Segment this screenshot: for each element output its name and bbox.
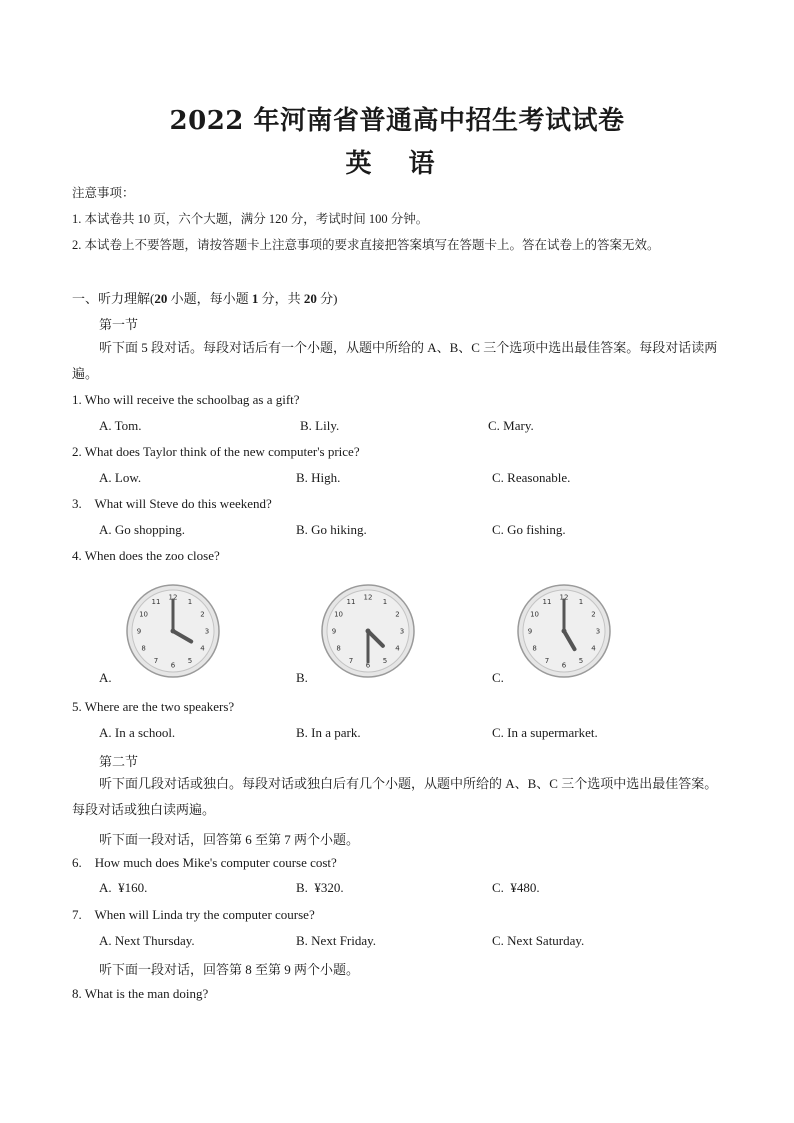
option-3a: A. Go shopping. bbox=[99, 522, 185, 537]
svg-text:8: 8 bbox=[336, 644, 341, 653]
svg-text:12: 12 bbox=[363, 593, 373, 602]
svg-text:11: 11 bbox=[151, 598, 161, 607]
option-5c: C. In a supermarket. bbox=[492, 725, 598, 740]
svg-text:7: 7 bbox=[153, 656, 159, 665]
svg-text:12: 12 bbox=[559, 593, 569, 602]
option-3b: B. Go hiking. bbox=[296, 522, 367, 537]
svg-text:5: 5 bbox=[578, 656, 584, 665]
svg-text:9: 9 bbox=[331, 627, 337, 636]
option-5b: B. In a park. bbox=[296, 725, 361, 740]
part1-instructions: 听下面 5 段对话。每段对话后有一个小题，从题中所给的 A、B、C 三个选项中选出最佳答案。每段对话读两遍。 bbox=[72, 340, 718, 381]
svg-text:2: 2 bbox=[200, 610, 205, 619]
svg-text:6: 6 bbox=[170, 661, 176, 670]
question-stem-4: 4. When does the zoo close? bbox=[72, 548, 220, 563]
part2-label: 第二节 bbox=[99, 754, 139, 769]
svg-text:6: 6 bbox=[561, 661, 567, 670]
option-6c: C. ¥480. bbox=[492, 880, 540, 895]
svg-text:3: 3 bbox=[595, 627, 601, 636]
option-7c: C. Next Saturday. bbox=[492, 933, 585, 948]
part1-label: 第一节 bbox=[99, 317, 139, 332]
option-6a: A. ¥160. bbox=[99, 880, 148, 895]
option-2a: A. Low. bbox=[99, 470, 142, 485]
question-stem-6: 6. How much does Mike's computer course cost? bbox=[72, 855, 337, 870]
option-2b: B. High. bbox=[296, 470, 341, 485]
exam-subject: 英 语 bbox=[345, 149, 449, 179]
svg-text:12: 12 bbox=[168, 593, 178, 602]
option-7b: B. Next Friday. bbox=[296, 933, 377, 948]
svg-text:11: 11 bbox=[542, 598, 552, 607]
question-stem-2: 2. What does Taylor think of the new computer's price? bbox=[72, 444, 360, 459]
question-stem-3: 3. What will Steve do this weekend? bbox=[72, 496, 272, 511]
svg-text:6: 6 bbox=[365, 661, 371, 670]
clock-icon-c bbox=[516, 583, 612, 679]
option-6b: B. ¥320. bbox=[296, 880, 344, 895]
option-5a: A. In a school. bbox=[99, 725, 176, 740]
svg-text:10: 10 bbox=[334, 610, 344, 619]
question-stem-1: 1. Who will receive the schoolbag as a gift? bbox=[72, 392, 300, 407]
svg-text:5: 5 bbox=[187, 656, 193, 665]
question-stem-5: 5. Where are the two speakers? bbox=[72, 699, 235, 714]
section-heading: 一、听力理解(20 小题，每小题 1 分，共 20 分) bbox=[72, 291, 338, 306]
question-stem-8: 8. What is the man doing? bbox=[72, 986, 209, 1001]
part2-instructions: 听下面几段对话或独白。每段对话或独白后有几个小题，从题中所给的 A、B、C 三个选项中选出最佳答案。每段对话或独白读两遍。 bbox=[72, 776, 718, 817]
option-4a: A. bbox=[99, 670, 112, 685]
svg-text:9: 9 bbox=[527, 627, 533, 636]
option-4b: B. bbox=[296, 670, 308, 685]
svg-text:8: 8 bbox=[532, 644, 537, 653]
option-4c: C. bbox=[492, 670, 504, 685]
svg-text:11: 11 bbox=[346, 598, 356, 607]
svg-text:3: 3 bbox=[204, 627, 210, 636]
svg-text:4: 4 bbox=[395, 644, 400, 653]
svg-text:1: 1 bbox=[382, 598, 388, 607]
clock-icon-b bbox=[320, 583, 416, 679]
svg-text:1: 1 bbox=[187, 598, 193, 607]
dialog-instruction-8-9: 听下面一段对话，回答第 8 至第 9 两个小题。 bbox=[99, 962, 360, 977]
svg-text:1: 1 bbox=[578, 598, 584, 607]
dialog-instruction-6-7: 听下面一段对话，回答第 6 至第 7 两个小题。 bbox=[99, 832, 360, 847]
option-7a: A. Next Thursday. bbox=[99, 933, 195, 948]
option-1c: C. Mary. bbox=[488, 418, 534, 433]
svg-text:7: 7 bbox=[348, 656, 354, 665]
question-stem-7: 7. When will Linda try the computer course? bbox=[72, 907, 315, 922]
option-1a: A. Tom. bbox=[99, 418, 142, 433]
option-3c: C. Go fishing. bbox=[492, 522, 566, 537]
option-1b: B. Lily. bbox=[300, 418, 340, 433]
svg-text:2: 2 bbox=[395, 610, 400, 619]
svg-text:3: 3 bbox=[399, 627, 405, 636]
svg-text:4: 4 bbox=[200, 644, 205, 653]
svg-text:9: 9 bbox=[136, 627, 142, 636]
notice-heading: 注意事项： bbox=[72, 186, 135, 200]
svg-text:10: 10 bbox=[530, 610, 540, 619]
exam-title: 2022 年河南省普通高中招生考试试卷 bbox=[169, 106, 625, 136]
notice-item-2: 2. 本试卷上不要答题，请按答题卡上注意事项的要求直接把答案填写在答题卡上。答在试卷上的答案无效。 bbox=[72, 238, 660, 252]
svg-text:2: 2 bbox=[591, 610, 596, 619]
clock-icon-a bbox=[125, 583, 221, 679]
svg-text:8: 8 bbox=[141, 644, 146, 653]
option-2c: C. Reasonable. bbox=[492, 470, 571, 485]
svg-text:4: 4 bbox=[591, 644, 596, 653]
svg-text:10: 10 bbox=[139, 610, 149, 619]
svg-text:5: 5 bbox=[382, 656, 388, 665]
svg-text:7: 7 bbox=[544, 656, 550, 665]
notice-item-1: 1. 本试卷共 10 页，六个大题，满分 120 分，考试时间 100 分钟。 bbox=[72, 212, 429, 226]
